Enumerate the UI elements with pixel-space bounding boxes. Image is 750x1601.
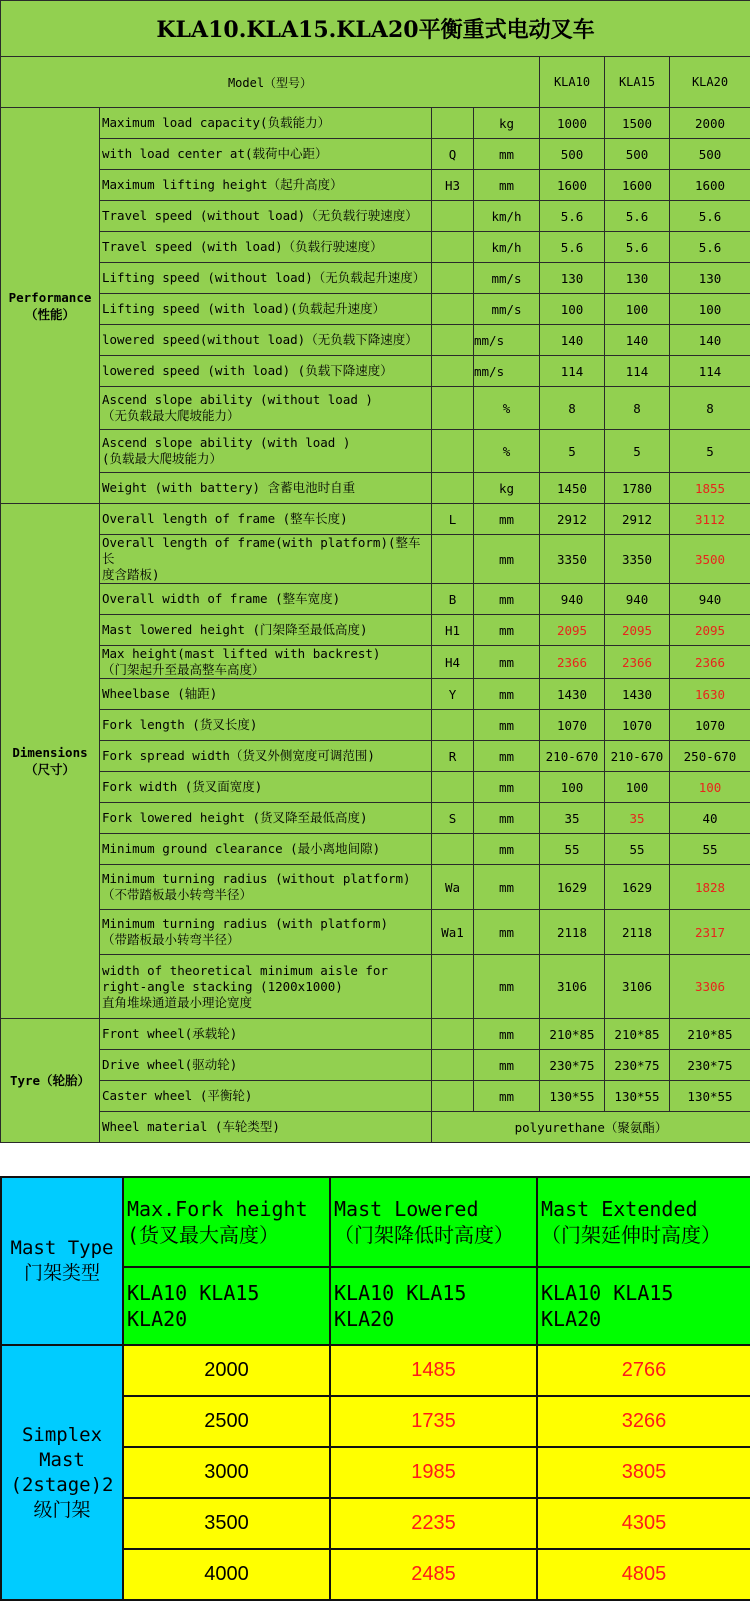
spec-unit: mm: [474, 1050, 540, 1081]
spec-description: Lifting speed (without load)（无负载起升速度）: [100, 263, 432, 294]
spec-unit: mm: [474, 955, 540, 1019]
page-title: KLA10.KLA15.KLA20平衡重式电动叉车: [1, 1, 750, 57]
spec-symbol: [432, 263, 474, 294]
value-kla10: 3106: [540, 955, 605, 1019]
spec-unit: kg: [474, 473, 540, 504]
spec-symbol: H1: [432, 615, 474, 646]
value-kla20: 940: [670, 584, 750, 615]
model-kla10: KLA10: [540, 57, 605, 108]
value-kla15: 55: [605, 834, 670, 865]
spec-symbol: R: [432, 741, 474, 772]
model-subheader: KLA10 KLA15 KLA20: [123, 1267, 330, 1345]
value-kla20: 114: [670, 356, 750, 387]
value-kla10: 210*85: [540, 1019, 605, 1050]
value-kla10: 100: [540, 772, 605, 803]
value-kla10: 2118: [540, 910, 605, 955]
value-kla15: 1500: [605, 108, 670, 139]
tyre-row: [1, 1081, 750, 1112]
value-kla20: 100: [670, 772, 750, 803]
model-subheader: KLA10 KLA15 KLA20: [537, 1267, 750, 1345]
spec-description: Overall length of frame(with platform)(整车长 度含踏板): [100, 535, 432, 584]
spec-description: Travel speed (without load)（无负载行驶速度）: [100, 201, 432, 232]
spec-unit: km/h: [474, 232, 540, 263]
spec-symbol: [432, 473, 474, 504]
mast-extended-value: 4305: [537, 1498, 750, 1549]
max-fork-height-value: 4000: [123, 1549, 330, 1600]
dimensions-row: [1, 772, 750, 803]
spec-unit: mm: [474, 615, 540, 646]
spec-description: Maximum load capacity(负载能力）: [100, 108, 432, 139]
value-kla15: 940: [605, 584, 670, 615]
value-kla10: 230*75: [540, 1050, 605, 1081]
max-fork-height-value: 2000: [123, 1345, 330, 1396]
value-kla10: 1600: [540, 170, 605, 201]
mast-lowered-value: 2235: [330, 1498, 537, 1549]
value-kla10: 130*55: [540, 1081, 605, 1112]
spec-description: Drive wheel(驱动轮): [100, 1050, 432, 1081]
spec-description: Minimum turning radius (without platform) （不带踏板最小转弯半径）: [100, 865, 432, 910]
value-kla10: 5.6: [540, 232, 605, 263]
mast-data-row: [1, 1345, 750, 1396]
spec-description: Overall length of frame (整车长度): [100, 504, 432, 535]
spec-unit: mm: [474, 679, 540, 710]
value-kla15: 210*85: [605, 1019, 670, 1050]
value-kla20: 3306: [670, 955, 750, 1019]
value-kla10: 1629: [540, 865, 605, 910]
spec-symbol: [432, 294, 474, 325]
spec-unit: mm: [474, 834, 540, 865]
value-kla15: 8: [605, 387, 670, 430]
spec-description: Minimum ground clearance (最小离地间隙): [100, 834, 432, 865]
spec-symbol: [432, 1081, 474, 1112]
value-kla15: 5.6: [605, 232, 670, 263]
spec-description: Fork length (货叉长度): [100, 710, 432, 741]
spec-description: lowered speed (with load) (负载下降速度）: [100, 356, 432, 387]
value-kla10: 5.6: [540, 201, 605, 232]
simplex-mast-label: Simplex Mast (2stage)2 级门架: [1, 1345, 123, 1600]
performance-row: [1, 232, 750, 263]
mast-table: [0, 1176, 750, 1601]
spec-unit: %: [474, 387, 540, 430]
spec-unit: mm: [474, 646, 540, 679]
value-kla20: 1070: [670, 710, 750, 741]
mast-extended-value: 4805: [537, 1549, 750, 1600]
spec-description: Caster wheel (平衡轮): [100, 1081, 432, 1112]
spec-unit: mm/s: [474, 263, 540, 294]
performance-row: [1, 473, 750, 504]
spec-symbol: [432, 1019, 474, 1050]
value-kla10: 8: [540, 387, 605, 430]
wheel-material-row: [1, 1112, 750, 1143]
spec-unit: %: [474, 430, 540, 473]
spec-symbol: [432, 710, 474, 741]
value-kla20: 3112: [670, 504, 750, 535]
value-kla15: 1070: [605, 710, 670, 741]
max-fork-height-value: 2500: [123, 1396, 330, 1447]
mast-extended-value: 2766: [537, 1345, 750, 1396]
dimensions-row: [1, 803, 750, 834]
value-kla15: 2095: [605, 615, 670, 646]
performance-row: [1, 201, 750, 232]
spec-description: Maximum lifting height（起升高度）: [100, 170, 432, 201]
dimensions-row: [1, 584, 750, 615]
spec-unit: mm: [474, 504, 540, 535]
dimensions-row: [1, 865, 750, 910]
value-kla15: 5.6: [605, 201, 670, 232]
spec-description: Travel speed (with load)（负载行驶速度）: [100, 232, 432, 263]
value-kla20: 2366: [670, 646, 750, 679]
value-kla20: 5: [670, 430, 750, 473]
spec-description: Fork spread width（货叉外侧宽度可调范围): [100, 741, 432, 772]
value-kla10: 3350: [540, 535, 605, 584]
tyre-row: [1, 1019, 750, 1050]
spec-description: with load center at(载荷中心距）: [100, 139, 432, 170]
spec-symbol: Wa1: [432, 910, 474, 955]
value-kla20: 500: [670, 139, 750, 170]
spec-unit: mm: [474, 1019, 540, 1050]
mast-lowered-value: 1735: [330, 1396, 537, 1447]
performance-row: [1, 108, 750, 139]
value-kla20: 100: [670, 294, 750, 325]
spec-symbol: Wa: [432, 865, 474, 910]
model-header-row: [1, 57, 750, 108]
max-fork-height-header: Max.Fork height (货叉最大高度）: [123, 1177, 330, 1267]
dimensions-row: [1, 710, 750, 741]
spec-description: Ascend slope ability (without load ) （无负载最大爬坡能力）: [100, 387, 432, 430]
mast-extended-value: 3266: [537, 1396, 750, 1447]
value-kla15: 210-670: [605, 741, 670, 772]
model-subheader: KLA10 KLA15 KLA20: [330, 1267, 537, 1345]
value-kla20: 130*55: [670, 1081, 750, 1112]
mast-header-row: [1, 1177, 750, 1267]
value-kla10: 940: [540, 584, 605, 615]
spec-symbol: [432, 535, 474, 584]
value-kla10: 35: [540, 803, 605, 834]
performance-row: [1, 170, 750, 201]
spec-symbol: [432, 108, 474, 139]
dimensions-row: [1, 535, 750, 584]
spec-description: Overall width of frame (整车宽度): [100, 584, 432, 615]
value-kla10: 1430: [540, 679, 605, 710]
dimensions-row: [1, 910, 750, 955]
spec-symbol: [432, 772, 474, 803]
spec-unit: mm/s: [474, 356, 540, 387]
value-kla15: 3106: [605, 955, 670, 1019]
spec-symbol: [432, 325, 474, 356]
dimensions-row: [1, 504, 750, 535]
performance-row: [1, 325, 750, 356]
spec-symbol: [432, 1050, 474, 1081]
spec-unit: km/h: [474, 201, 540, 232]
mast-lowered-value: 2485: [330, 1549, 537, 1600]
spec-description: Ascend slope ability (with load ) (负载最大爬坡能力）: [100, 430, 432, 473]
value-kla20: 2000: [670, 108, 750, 139]
value-kla10: 500: [540, 139, 605, 170]
spec-unit: mm: [474, 139, 540, 170]
value-kla10: 1070: [540, 710, 605, 741]
dimensions-row: [1, 646, 750, 679]
value-kla15: 1430: [605, 679, 670, 710]
spec-description: Wheel material (车轮类型): [100, 1112, 432, 1143]
performance-row: [1, 430, 750, 473]
value-kla15: 35: [605, 803, 670, 834]
value-kla10: 2912: [540, 504, 605, 535]
value-kla15: 130: [605, 263, 670, 294]
spec-symbol: [432, 955, 474, 1019]
dimensions-row: [1, 834, 750, 865]
spec-description: Fork lowered height (货叉降至最低高度): [100, 803, 432, 834]
value-kla20: 250-670: [670, 741, 750, 772]
tyre-row: [1, 1050, 750, 1081]
spec-symbol: S: [432, 803, 474, 834]
value-kla15: 140: [605, 325, 670, 356]
performance-row: [1, 263, 750, 294]
spec-description: Weight (with battery) 含蓄电池时自重: [100, 473, 432, 504]
title-row: [1, 1, 750, 57]
spec-description: Fork width (货叉面宽度): [100, 772, 432, 803]
mast-type-label: Mast Type 门架类型: [1, 1177, 123, 1345]
value-kla15: 1780: [605, 473, 670, 504]
value-kla15: 2366: [605, 646, 670, 679]
max-fork-height-value: 3000: [123, 1447, 330, 1498]
value-kla15: 100: [605, 772, 670, 803]
mast-lowered-value: 1485: [330, 1345, 537, 1396]
value-kla20: 5.6: [670, 201, 750, 232]
mast-lowered-value: 1985: [330, 1447, 537, 1498]
spec-unit: mm: [474, 535, 540, 584]
performance-group-label: Performance （性能）: [1, 108, 100, 504]
value-kla15: 3350: [605, 535, 670, 584]
value-kla15: 500: [605, 139, 670, 170]
spec-symbol: [432, 387, 474, 430]
value-kla10: 2095: [540, 615, 605, 646]
spec-description: Front wheel(承载轮): [100, 1019, 432, 1050]
spec-unit: mm: [474, 803, 540, 834]
value-kla10: 2366: [540, 646, 605, 679]
value-kla20: 2095: [670, 615, 750, 646]
spec-symbol: Q: [432, 139, 474, 170]
value-kla20: 8: [670, 387, 750, 430]
value-kla20: 40: [670, 803, 750, 834]
spec-description: Minimum turning radius (with platform) （带踏板最小转弯半径）: [100, 910, 432, 955]
spec-symbol: L: [432, 504, 474, 535]
value-kla15: 100: [605, 294, 670, 325]
spec-symbol: [432, 834, 474, 865]
value-kla20: 55: [670, 834, 750, 865]
value-kla15: 5: [605, 430, 670, 473]
dimensions-group-label: Dimensions （尺寸）: [1, 504, 100, 1019]
value-kla10: 1000: [540, 108, 605, 139]
spec-description: width of theoretical minimum aisle for right-angle stacking (1200x1000) 直角堆垛通道最小理论宽度: [100, 955, 432, 1019]
mast-extended-header: Mast Extended （门架延伸时高度）: [537, 1177, 750, 1267]
wheel-material-value: polyurethane（聚氨酯）: [432, 1112, 750, 1143]
spec-unit: mm: [474, 1081, 540, 1112]
spec-description: Wheelbase (轴距): [100, 679, 432, 710]
spec-unit: mm/s: [474, 294, 540, 325]
performance-row: [1, 387, 750, 430]
spec-description: Mast lowered height (门架降至最低高度): [100, 615, 432, 646]
value-kla10: 140: [540, 325, 605, 356]
model-label: Model（型号）: [1, 57, 540, 108]
performance-row: [1, 139, 750, 170]
spec-unit: mm: [474, 170, 540, 201]
dimensions-row: [1, 679, 750, 710]
value-kla15: 2912: [605, 504, 670, 535]
spec-symbol: H3: [432, 170, 474, 201]
spec-symbol: H4: [432, 646, 474, 679]
model-kla15: KLA15: [605, 57, 670, 108]
value-kla20: 230*75: [670, 1050, 750, 1081]
value-kla10: 100: [540, 294, 605, 325]
spec-symbol: [432, 356, 474, 387]
value-kla15: 114: [605, 356, 670, 387]
spec-unit: mm: [474, 741, 540, 772]
value-kla20: 130: [670, 263, 750, 294]
mast-lowered-header: Mast Lowered （门架降低时高度）: [330, 1177, 537, 1267]
value-kla15: 1629: [605, 865, 670, 910]
value-kla20: 5.6: [670, 232, 750, 263]
value-kla20: 1600: [670, 170, 750, 201]
spec-symbol: Y: [432, 679, 474, 710]
value-kla10: 1450: [540, 473, 605, 504]
value-kla20: 1828: [670, 865, 750, 910]
value-kla20: 140: [670, 325, 750, 356]
spec-unit: mm: [474, 584, 540, 615]
spec-unit: kg: [474, 108, 540, 139]
spec-symbol: [432, 430, 474, 473]
dimensions-row: [1, 615, 750, 646]
performance-row: [1, 356, 750, 387]
value-kla10: 55: [540, 834, 605, 865]
spec-symbol: [432, 232, 474, 263]
spec-unit: mm: [474, 710, 540, 741]
spec-symbol: [432, 201, 474, 232]
spec-unit: mm: [474, 772, 540, 803]
value-kla15: 1600: [605, 170, 670, 201]
spec-description: Max height(mast lifted with backrest) （门架起升至最高整车高度）: [100, 646, 432, 679]
value-kla15: 230*75: [605, 1050, 670, 1081]
value-kla10: 130: [540, 263, 605, 294]
spec-description: lowered speed(without load)（无负载下降速度）: [100, 325, 432, 356]
spec-unit: mm/s: [474, 325, 540, 356]
value-kla20: 210*85: [670, 1019, 750, 1050]
tyre-group-label: Tyre（轮胎）: [1, 1019, 100, 1143]
value-kla15: 130*55: [605, 1081, 670, 1112]
performance-row: [1, 294, 750, 325]
value-kla10: 114: [540, 356, 605, 387]
mast-extended-value: 3805: [537, 1447, 750, 1498]
max-fork-height-value: 3500: [123, 1498, 330, 1549]
dimensions-row: [1, 955, 750, 1019]
value-kla10: 210-670: [540, 741, 605, 772]
spec-symbol: B: [432, 584, 474, 615]
spec-unit: mm: [474, 865, 540, 910]
model-kla20: KLA20: [670, 57, 750, 108]
value-kla20: 1855: [670, 473, 750, 504]
value-kla20: 2317: [670, 910, 750, 955]
spec-unit: mm: [474, 910, 540, 955]
dimensions-row: [1, 741, 750, 772]
value-kla20: 1630: [670, 679, 750, 710]
spec-description: Lifting speed (with load)(负载起升速度）: [100, 294, 432, 325]
value-kla10: 5: [540, 430, 605, 473]
value-kla20: 3500: [670, 535, 750, 584]
value-kla15: 2118: [605, 910, 670, 955]
